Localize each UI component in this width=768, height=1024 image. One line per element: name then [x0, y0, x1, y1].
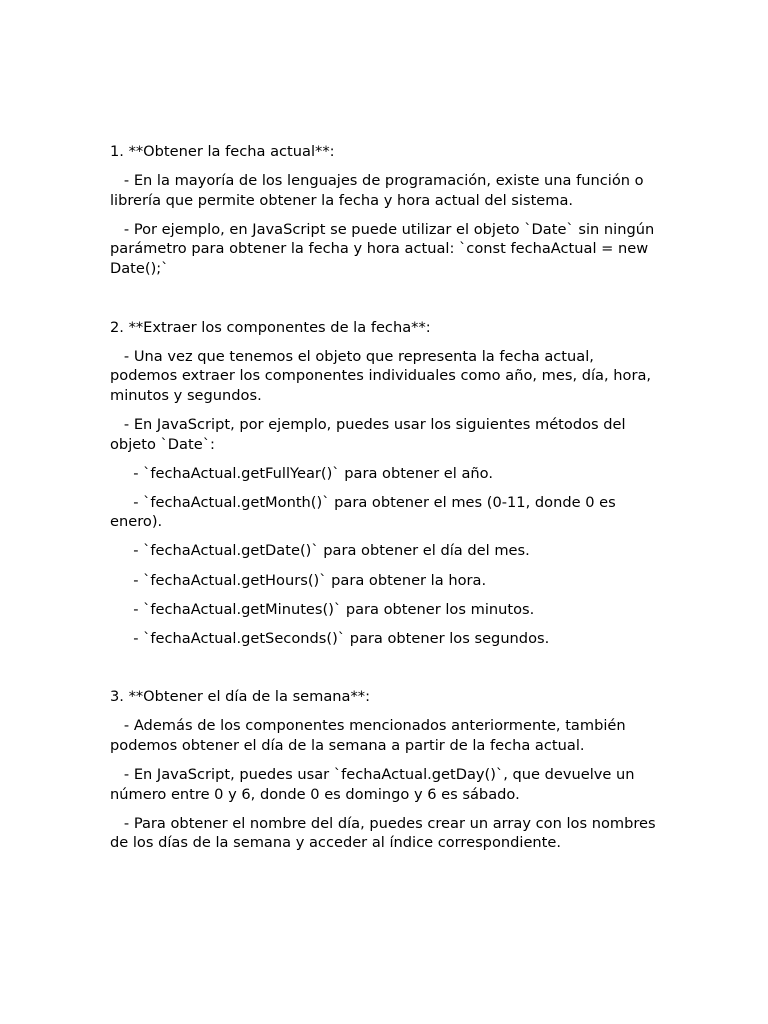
- list-item: - `fechaActual.getSeconds()` para obtener los segundos.: [110, 629, 550, 647]
- section-heading: 1. **Obtener la fecha actual**:: [110, 143, 335, 160]
- section-obtener-fecha: [110, 142, 658, 279]
- section-extraer-componentes: [110, 318, 658, 649]
- paragraph: - En JavaScript, por ejemplo, puedes usar los siguientes métodos del objeto `Date`:: [110, 415, 631, 453]
- document-page: [110, 142, 661, 853]
- paragraph: - Por ejemplo, en JavaScript se puede utilizar el objeto `Date` sin ningún parámetro para obtener la fecha y hora actual: `const fechaActual = new Date();`: [110, 220, 659, 277]
- list-item: - `fechaActual.getMinutes()` para obtener los minutos.: [110, 600, 535, 618]
- list-item: - `fechaActual.getFullYear()` para obtener el año.: [110, 464, 493, 482]
- section-dia-semana: [110, 687, 661, 853]
- paragraph: - Para obtener el nombre del día, puedes crear un array con los nombres de los días de la semana y acceder al índice correspondiente.: [110, 814, 661, 852]
- paragraph: - Además de los componentes mencionados anteriormente, también podemos obtener el día de la semana a partir de la fecha actual.: [110, 717, 631, 754]
- section-heading: 2. **Extraer los componentes de la fecha**:: [110, 318, 431, 336]
- section-heading: 3. **Obtener el día de la semana**:: [110, 688, 371, 706]
- paragraph: - En la mayoría de los lenguajes de programación, existe una función o librería que permite obtener la fecha y hora actual del sistema.: [110, 172, 649, 209]
- list-item: - `fechaActual.getMonth()` para obtener el mes (0-11, donde 0 es enero).: [110, 493, 621, 531]
- paragraph: - Una vez que tenemos el objeto que representa la fecha actual, podemos extraer los componentes individuales como año, mes, día, hora, minutos y segundos.: [110, 347, 656, 404]
- list-item: - `fechaActual.getDate()` para obtener el día del mes.: [110, 542, 530, 560]
- list-item: - `fechaActual.getHours()` para obtener la hora.: [110, 571, 487, 589]
- paragraph: - En JavaScript, puedes usar `fechaActual.getDay()`, que devuelve un número entre 0 y 6, donde 0 es domingo y 6 es sábado.: [110, 766, 640, 803]
